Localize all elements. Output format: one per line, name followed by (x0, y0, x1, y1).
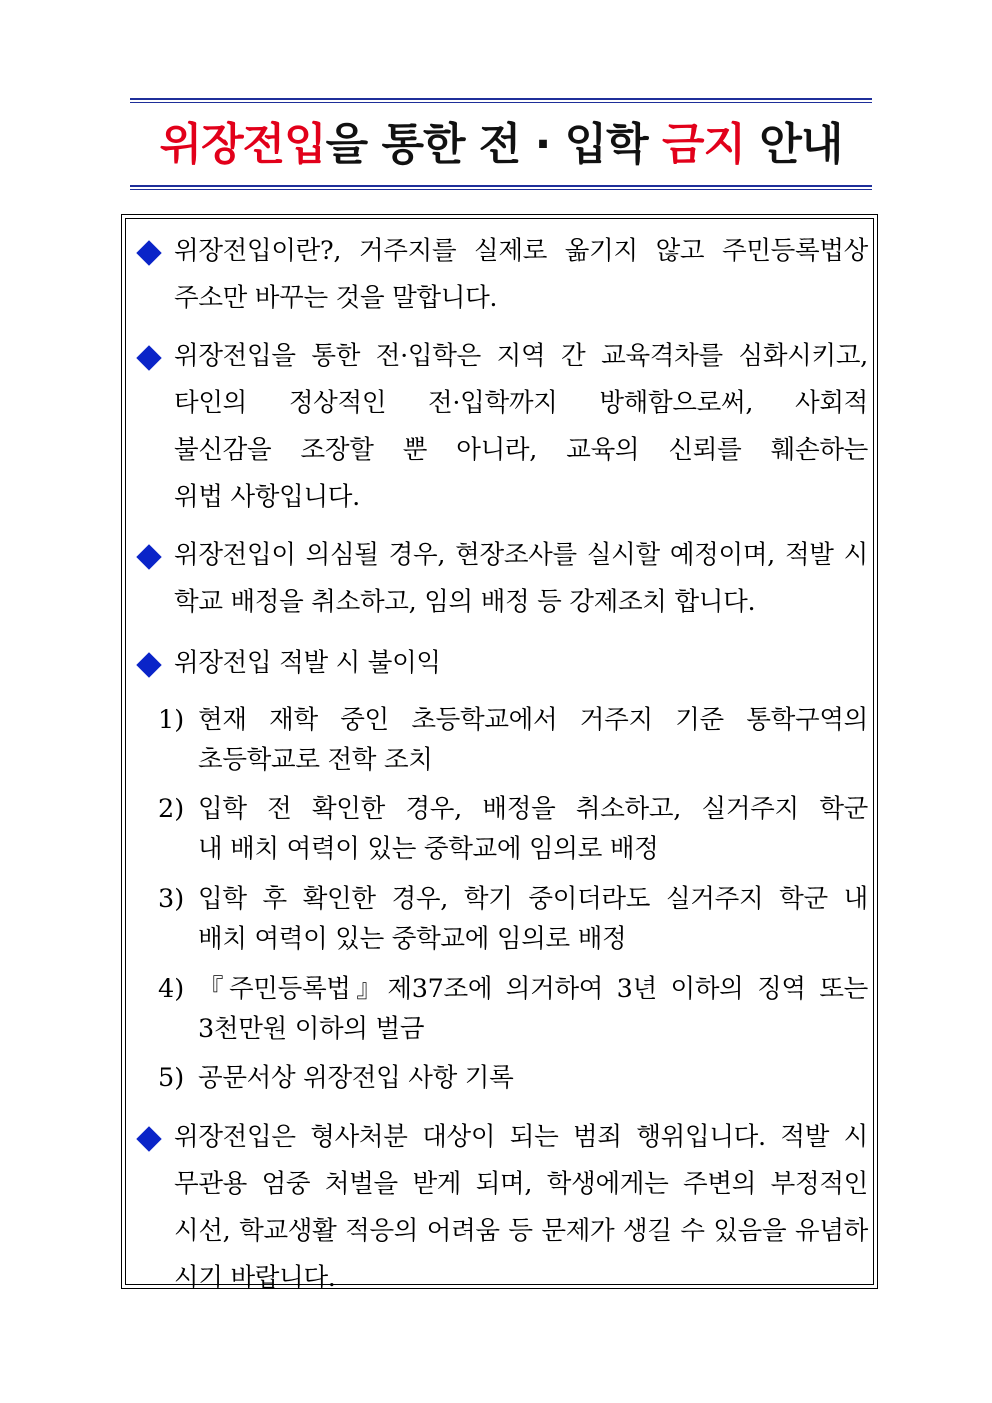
text-line: 입학 후 확인한 경우, 학기 중이더라도 실거주지 학군 내 (198, 884, 868, 914)
text-line: 내 배치 여력이 있는 중학교에 임의로 배정 (198, 834, 659, 864)
penalty-text (198, 879, 868, 959)
penalty-number: 1) (158, 705, 185, 735)
title-part-2: 을 통한 전 · 입학 (325, 119, 662, 170)
text-line: 학교 배정을 취소하고, 임의 배정 등 강제조치 합니다. (174, 587, 756, 617)
title-part-4: 안내 (745, 119, 843, 170)
title-part-3: 금지 (662, 119, 746, 170)
text-line: 위법 사항입니다. (174, 482, 360, 512)
text-line: 위장전입은 형사처분 대상이 되는 범죄 행위입니다. 적발 시 (174, 1122, 868, 1152)
text-line: 위장전입이란?, 거주지를 실제로 옮기지 않고 주민등록법상 (174, 236, 868, 266)
text-line: 시선, 학교생활 적응의 어려움 등 문제가 생길 수 있음을 유념하 (174, 1216, 868, 1246)
text-line: 초등학교로 전학 조치 (198, 745, 433, 775)
penalty-number: 3) (158, 884, 185, 914)
penalty-text (198, 969, 868, 1049)
text-line: 위장전입 적발 시 불이익 (174, 648, 441, 678)
text-line: 위장전입이 의심될 경우, 현장조사를 실시할 예정이며, 적발 시 (174, 540, 868, 570)
text-line: 위장전입을 통한 전·입학은 지역 간 교육격차를 심화시키고, (174, 341, 868, 371)
notice-item-5-text (174, 1114, 868, 1302)
text-line: 공문서상 위장전입 사항 기록 (198, 1063, 514, 1093)
notice-item-1-text (174, 228, 868, 322)
title-part-1: 위장전입 (159, 119, 326, 170)
penalty-text (198, 1058, 868, 1098)
text-line: 시기 바랍니다. (174, 1263, 336, 1293)
penalty-number: 5) (158, 1063, 185, 1093)
text-line: 『주민등록법』제37조에 의거하여 3년 이하의 징역 또는 (198, 974, 868, 1004)
title-top-rule (130, 98, 872, 103)
text-line: 현재 재학 중인 초등학교에서 거주지 기준 통학구역의 (198, 705, 868, 735)
page-title (130, 110, 872, 180)
text-line: 3천만원 이하의 벌금 (198, 1014, 425, 1044)
penalty-number: 4) (158, 974, 185, 1004)
text-line: 배치 여력이 있는 중학교에 임의로 배정 (198, 924, 627, 954)
text-line: 불신감을 조장할 뿐 아니라, 교육의 신뢰를 훼손하는 (174, 435, 868, 465)
penalty-number: 2) (158, 794, 185, 824)
penalty-text (198, 789, 868, 869)
text-line: 무관용 엄중 처벌을 받게 되며, 학생에게는 주변의 부정적인 (174, 1169, 868, 1199)
notice-item-4-text (174, 640, 868, 687)
notice-item-3-text (174, 532, 868, 626)
title-bottom-rule (130, 185, 872, 190)
penalty-text (198, 700, 868, 780)
text-line: 입학 전 확인한 경우, 배정을 취소하고, 실거주지 학군 (198, 794, 868, 824)
text-line: 주소만 바꾸는 것을 말합니다. (174, 283, 498, 313)
text-line: 타인의 정상적인 전·입학까지 방해함으로써, 사회적 (174, 388, 868, 418)
notice-item-2-text (174, 333, 868, 521)
